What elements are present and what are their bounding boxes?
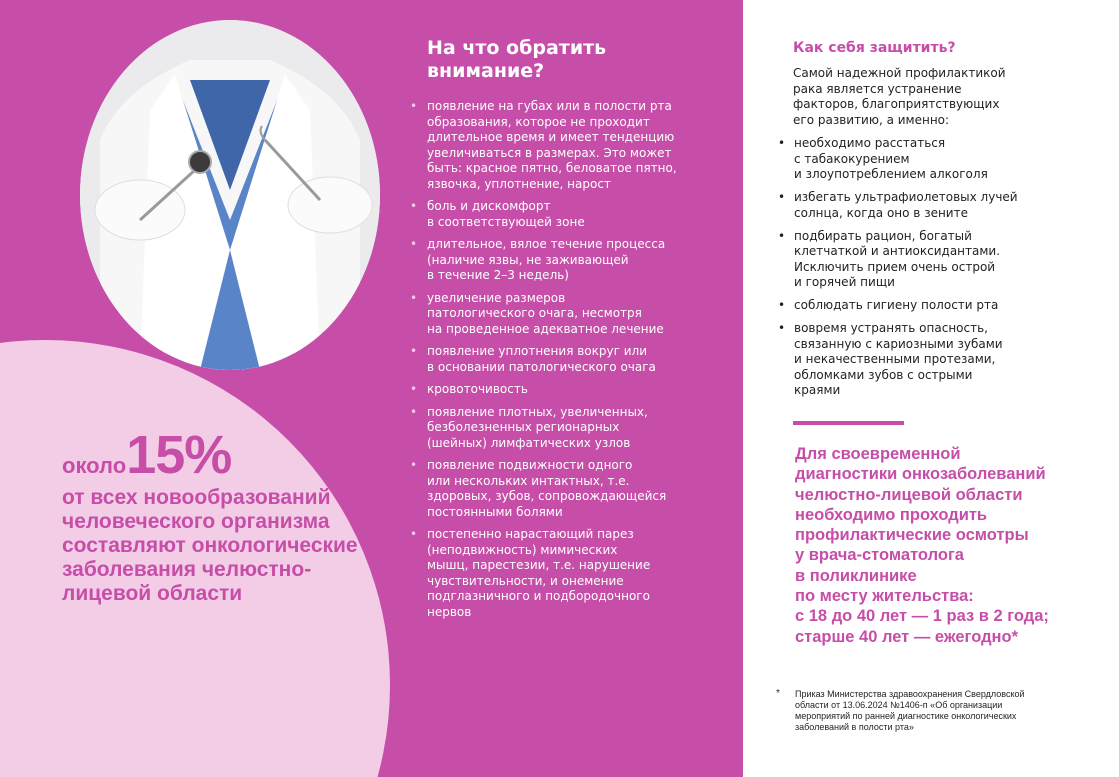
bullet-icon: • bbox=[410, 458, 418, 472]
prevention-text: подбирать рацион, богатый клетчаткой и антиоксидантами. Исключить прием очень острой и горячей пищи bbox=[794, 228, 1001, 289]
prevention-item bbox=[776, 298, 1086, 314]
symptoms-list bbox=[410, 99, 720, 627]
dentist-photo bbox=[80, 20, 380, 370]
stat-number: 15% bbox=[126, 425, 232, 485]
prevention-item bbox=[776, 190, 1086, 221]
symptom-item bbox=[410, 344, 720, 375]
symptom-text: увеличение размеров патологического очага, несмотря на проведенное адекватное лечение bbox=[427, 290, 664, 336]
stat-prefix: около bbox=[62, 453, 127, 478]
bullet-icon: • bbox=[778, 228, 786, 243]
symptom-item bbox=[410, 527, 720, 620]
symptom-text: постепенно нарастающий парез (неподвижность) мимических мышц, парестезии, т.е. нарушение чувствительности, и онемение подглазничного и подбородочного нервов bbox=[427, 527, 651, 619]
symptom-item bbox=[410, 458, 720, 520]
bullet-icon: • bbox=[778, 298, 786, 312]
bullet-icon: • bbox=[410, 199, 418, 213]
symptom-item bbox=[410, 382, 720, 398]
symptom-text: длительное, вялое течение процесса (наличие язвы, не заживающей в течение 2–3 недель) bbox=[427, 237, 666, 282]
prevention-text: избегать ультрафиолетовых лучей солнца, когда оно в зените bbox=[794, 190, 1018, 220]
statistic-block bbox=[62, 425, 362, 606]
prevention-item bbox=[776, 321, 1086, 399]
bullet-icon: • bbox=[410, 237, 418, 251]
bullet-icon: • bbox=[410, 527, 418, 541]
bullet-icon: • bbox=[410, 404, 418, 419]
stat-description: от всех новообразований человеческого организма составляют онкологические заболевания челюстно-лицевой области bbox=[62, 486, 358, 605]
bullet-icon: • bbox=[410, 382, 418, 396]
symptom-text: кровоточивость bbox=[427, 382, 528, 396]
footnote-mark: * bbox=[776, 688, 780, 699]
dentist-illustration bbox=[80, 20, 380, 370]
bullet-icon: • bbox=[410, 344, 418, 358]
symptoms-title: На что обратить внимание? bbox=[427, 37, 607, 82]
section-divider bbox=[793, 421, 904, 425]
footnote: Приказ Министерства здравоохранения Свердловской области от 13.06.2024 №1406-п «Об организации мероприятий по ранней диагностике онкологических заболеваний в полости рта» bbox=[795, 689, 1025, 732]
symptom-item bbox=[410, 199, 720, 230]
symptom-text: появление подвижности одного или нескольких интактных, т.е. здоровых, зубов, сопровождающейся постоянными болями bbox=[427, 458, 667, 519]
prevention-item bbox=[776, 229, 1086, 291]
bullet-icon: • bbox=[778, 136, 786, 150]
prevention-intro: Самой надежной профилактикой рака является устранение факторов, благоприятствующих его развитию, а именно: bbox=[793, 66, 1006, 127]
symptom-text: боль и дискомфорт в соответствующей зоне bbox=[427, 199, 585, 229]
symptom-item bbox=[410, 99, 720, 192]
symptom-text: появление плотных, увеличенных, безболезненных регионарных (шейных) лимфатических узлов bbox=[427, 404, 648, 450]
prevention-text: необходимо расстаться с табакокурением и злоупотреблением алкоголя bbox=[794, 136, 988, 181]
prevention-text: вовремя устранять опасность, связанную с кариозными зубами и некачественными протезами, обломками зубов с острыми краями bbox=[794, 321, 1003, 397]
symptom-item bbox=[410, 291, 720, 338]
bullet-icon: • bbox=[778, 321, 786, 335]
bullet-icon: • bbox=[410, 290, 418, 305]
prevention-text: соблюдать гигиену полости рта bbox=[794, 298, 999, 312]
prevention-title: Как себя защитить? bbox=[793, 40, 956, 56]
statistic-headline bbox=[62, 425, 362, 485]
prevention-list bbox=[776, 136, 1086, 406]
checkup-callout: Для своевременной диагностики онкозаболеваний челюстно-лицевой области необходимо проходить профилактические осмотры у врача-стоматолога в поликлинике по месту жительства: с 18 до 40 лет — 1 раз в 2 года; старше 40 лет — ежегодно* bbox=[795, 445, 1049, 646]
symptom-text: появление уплотнения вокруг или в основании патологического очага bbox=[427, 344, 656, 374]
bullet-icon: • bbox=[778, 190, 786, 204]
symptom-text: появление на губах или в полости рта образования, которое не проходит длительное время и имеет тенденцию увеличиваться в размерах. Это может быть: красное пятно, беловатое пятно, язвочка, уплотнение, нарост bbox=[427, 99, 677, 191]
symptom-item bbox=[410, 405, 720, 452]
prevention-item bbox=[776, 136, 1086, 183]
bullet-icon: • bbox=[410, 99, 418, 113]
symptom-item bbox=[410, 237, 720, 284]
